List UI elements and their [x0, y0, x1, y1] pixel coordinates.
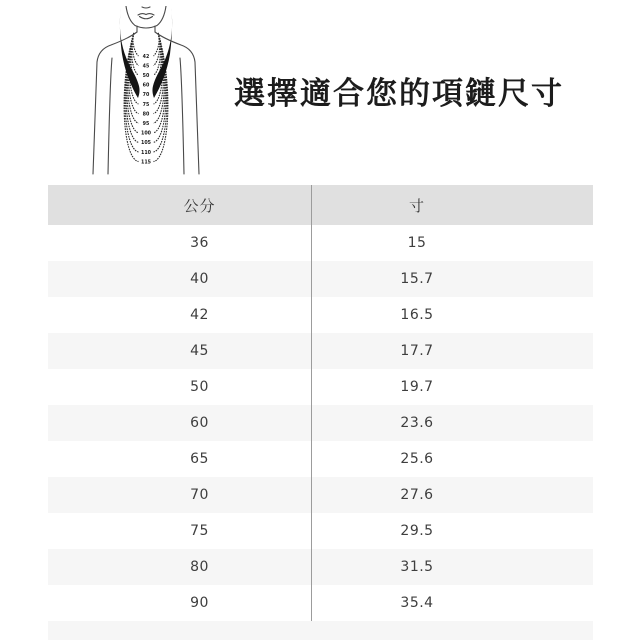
necklace-length-label: 75 — [142, 102, 150, 108]
table-row — [48, 477, 593, 513]
table-next-row-partial — [48, 621, 593, 640]
necklace-arc — [132, 33, 138, 66]
cell-cm: 42 — [190, 307, 209, 323]
cell-inch: 25.6 — [400, 451, 434, 467]
necklace-length-label: 50 — [142, 74, 150, 79]
table-row — [48, 225, 593, 261]
cell-inch: 27.6 — [400, 487, 434, 503]
cell-inch: 15.7 — [400, 271, 434, 287]
table-row — [48, 585, 593, 621]
cell-inch: 23.6 — [400, 415, 434, 431]
table-row — [48, 369, 593, 405]
cell-inch: 29.5 — [400, 523, 434, 539]
cell-cm: 50 — [190, 379, 209, 395]
table-row — [48, 549, 593, 585]
cell-cm: 90 — [190, 595, 209, 611]
necklace-length-diagram — [85, 6, 207, 176]
necklace-length-label: 70 — [142, 93, 150, 99]
size-table — [48, 185, 593, 640]
table-row — [48, 441, 593, 477]
table-header-row — [48, 185, 593, 225]
table-row — [48, 513, 593, 549]
necklace-length-label: 80 — [142, 112, 150, 118]
cell-inch: 15 — [407, 235, 427, 251]
necklace-arc — [133, 33, 139, 56]
cell-cm: 65 — [190, 451, 209, 467]
necklace-length-label: 45 — [142, 64, 150, 70]
cell-inch: 16.5 — [400, 307, 434, 323]
necklace-length-label: 115 — [140, 160, 152, 166]
necklace-arc — [154, 33, 160, 56]
cell-cm: 45 — [190, 343, 209, 359]
table-row — [48, 405, 593, 441]
cell-inch: 19.7 — [400, 379, 434, 395]
column-header-inch: 寸 — [408, 196, 425, 215]
cell-cm: 80 — [190, 559, 209, 575]
figure-illustration-icon — [85, 6, 207, 176]
table-body — [48, 225, 593, 621]
cell-cm: 40 — [190, 271, 209, 287]
cell-cm: 60 — [190, 415, 209, 431]
table-row — [48, 333, 593, 369]
table-row — [48, 261, 593, 297]
figure-outline — [93, 6, 199, 174]
necklace-length-label: 42 — [142, 54, 150, 60]
cell-inch: 31.5 — [400, 559, 434, 575]
cell-inch: 35.4 — [400, 595, 434, 611]
necklace-length-label: 60 — [142, 83, 150, 89]
necklace-length-label: 110 — [140, 150, 152, 156]
necklace-arc — [154, 33, 160, 66]
necklace-length-label: 95 — [142, 122, 150, 127]
cell-inch: 17.7 — [400, 343, 434, 359]
table-row — [48, 297, 593, 333]
page-title: 選擇適合您的項鏈尺寸 — [234, 76, 564, 112]
necklace-length-label: 105 — [140, 141, 152, 147]
cell-cm: 75 — [190, 523, 209, 539]
necklace-length-label: 100 — [140, 131, 152, 137]
cell-cm: 36 — [190, 235, 209, 251]
column-header-cm: 公分 — [183, 196, 216, 215]
cell-cm: 70 — [190, 487, 209, 503]
column-divider — [311, 185, 312, 621]
